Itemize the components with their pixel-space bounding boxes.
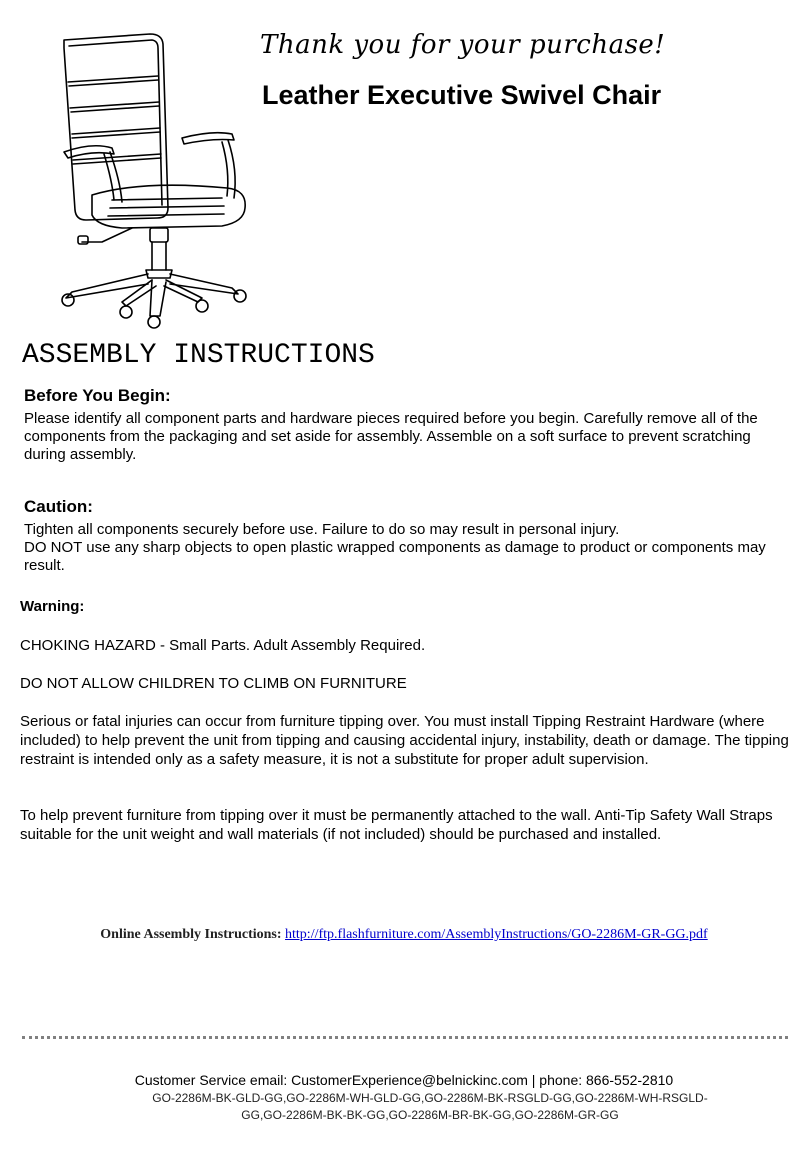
chair-illustration: [52, 30, 252, 335]
model-numbers: GO-2286M-BK-GLD-GG,GO-2286M-WH-GLD-GG,GO-2286M-BK-RSGLD-GG,GO-2286M-WH-RSGLD-GG,GO-2286M-BK-BK-GG,GO-2286M-BR-BK-GG,GO-2286M-GR-GG: [152, 1091, 708, 1122]
caution-title: Caution:: [24, 497, 93, 516]
online-instructions-label: Online Assembly Instructions:: [100, 927, 282, 942]
warning-title: Warning:: [20, 598, 85, 615]
dotted-divider: [22, 1036, 788, 1039]
online-instructions-link[interactable]: http://ftp.flashfurniture.com/AssemblyInstructions/GO-2286M-GR-GG.pdf: [285, 927, 708, 942]
customer-service-line: Customer Service email: CustomerExperience@belnickinc.com | phone: 866-552-2810: [134, 1072, 674, 1088]
choking-hazard-text: CHOKING HAZARD - Small Parts. Adult Assembly Required.: [20, 637, 426, 654]
product-title: Leather Executive Swivel Chair: [262, 80, 662, 110]
caution-line-1: Tighten all components securely before use. Failure to do so may result in personal injury.: [24, 521, 620, 538]
climb-warning-text: DO NOT ALLOW CHILDREN TO CLIMB ON FURNITURE: [20, 675, 407, 692]
before-you-begin-title: Before You Begin:: [24, 386, 171, 405]
tipping-warning-text: Serious or fatal injuries can occur from furniture tipping over. You must install Tipping Restraint Hardware (where included) to help prevent the unit from tipping and causing accidental injury, instability, death or damage. The tipping restraint is intended only as a safety measure, it is not a substitute for proper adult supervision.: [20, 713, 789, 768]
assembly-instructions-heading: ASSEMBLY INSTRUCTIONS: [22, 340, 375, 371]
caution-text: [24, 521, 794, 575]
online-instructions: [0, 927, 808, 943]
before-you-begin-text: Please identify all component parts and hardware pieces required before you begin. Carefully remove all of the components from the packaging and set aside for assembly. Assemble on a soft surface to prevent scratching during assembly.: [24, 410, 758, 463]
wall-attachment-text: To help prevent furniture from tipping over it must be permanently attached to the wall. Anti-Tip Safety Wall Straps suitable for the unit weight and wall materials (if not included) should be purchased and installed.: [20, 807, 773, 843]
thank-you-heading: Thank you for your purchase!: [260, 30, 666, 60]
caution-line-2: DO NOT use any sharp objects to open plastic wrapped components as damage to product or components may result.: [24, 539, 766, 574]
